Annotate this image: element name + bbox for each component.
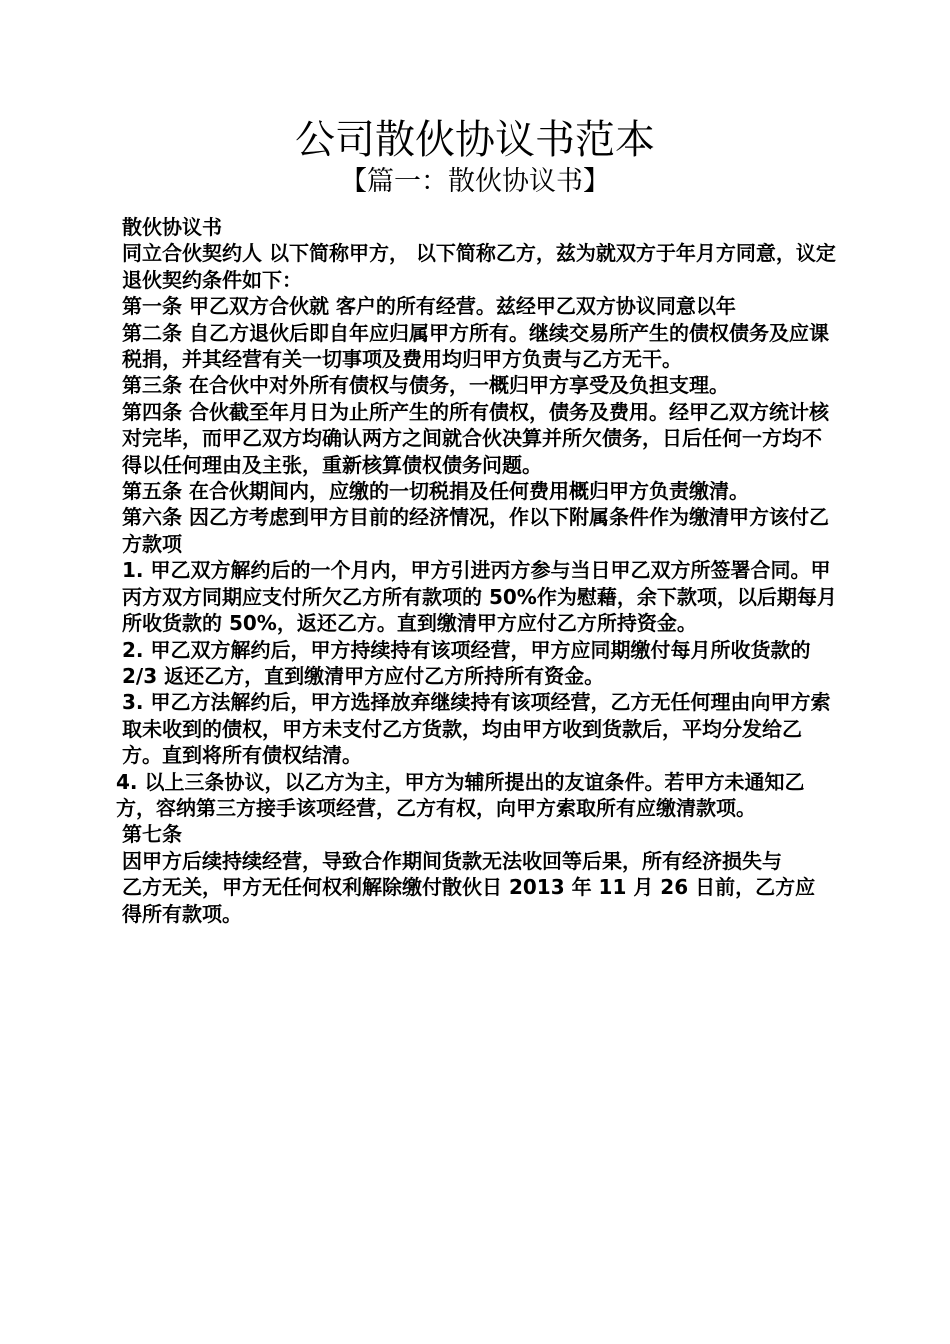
paragraph: 乙方无关，甲方无任何权利解除缴付散伙日 2013 年 11 月 26 日前，乙方应 xyxy=(122,875,816,900)
paragraph: 因甲方后续持续经营，导致合作期间货款无法收回等后果，所有经济损失与 xyxy=(122,848,782,873)
paragraph: 第三条 在合伙中对外所有债权与债务，一概归甲方享受及负担支理。 xyxy=(122,373,729,398)
list-item: 2. 甲乙双方解约后，甲方持续持有该项经营，甲方应同期缴付每月所收货款的 2/3 返还乙方，直到缴清甲方应付乙方所持所有资金。 xyxy=(122,637,811,688)
paragraph: 第二条 自乙方退伙后即自年应归属甲方所有。继续交易所产生的债权债务及应课税捐，并其经营有关一切事项及费用均归甲方负责与乙方无干。 xyxy=(122,320,829,372)
paragraph: 第四条 合伙截至年月日为止所产生的所有债权，债务及费用。经甲乙双方统计核对完毕，而甲乙双方均确认两方之间就合伙决算并所欠债务，日后任何一方均不得以任何理由及主张，重新核算债权债务问题。 xyxy=(122,399,829,477)
list-item: 4. 以上三条协议，以乙方为主，甲方为辅所提出的友谊条件。若甲方未通知乙方，容纳第三方接手该项经营，乙方有权，向甲方索取所有应缴清款项。 xyxy=(116,769,805,820)
paragraph: 第七条 xyxy=(122,822,182,847)
paragraph: 第六条 因乙方考虑到甲方目前的经济情况，作以下附属条件作为缴清甲方该付乙 xyxy=(122,505,829,530)
document-title: 公司散伙协议书范本 xyxy=(295,117,655,163)
document-subtitle: 【篇一：散伙协议书】 xyxy=(340,166,610,197)
document-body xyxy=(116,214,838,927)
paragraph: 得所有款项。 xyxy=(122,901,242,926)
paragraph: 第一条 甲乙双方合伙就 客户的所有经营。兹经甲乙双方协议同意以年 xyxy=(122,294,736,319)
list-item: 1. 甲乙双方解约后的一个月内，甲方引进丙方参与当日甲乙双方所签署合同。甲丙方双方同期应支付所欠乙方所有款项的 50%作为慰藉，余下款项，以后期每月所收货款的 50%，返还乙方。直到缴清甲方应付乙方所持资金。 xyxy=(122,558,837,636)
paragraph: 散伙协议书 xyxy=(122,215,222,239)
paragraph: 方款项 xyxy=(122,531,182,556)
list-item: 3. 甲乙方法解约后，甲方选择放弃继续持有该项经营，乙方无任何理由向甲方索取未收到的债权，甲方未支付乙方货款，均由甲方收到货款后，平均分发给乙方。直到将所有债权结清。 xyxy=(122,690,831,768)
paragraph: 第五条 在合伙期间内，应缴的一切税捐及任何费用概归甲方负责缴清。 xyxy=(122,479,749,504)
paragraph: 同立合伙契约人 以下简称甲方， 以下简称乙方，兹为就双方于年月方同意，议定退伙契约条件如下： xyxy=(122,241,836,292)
